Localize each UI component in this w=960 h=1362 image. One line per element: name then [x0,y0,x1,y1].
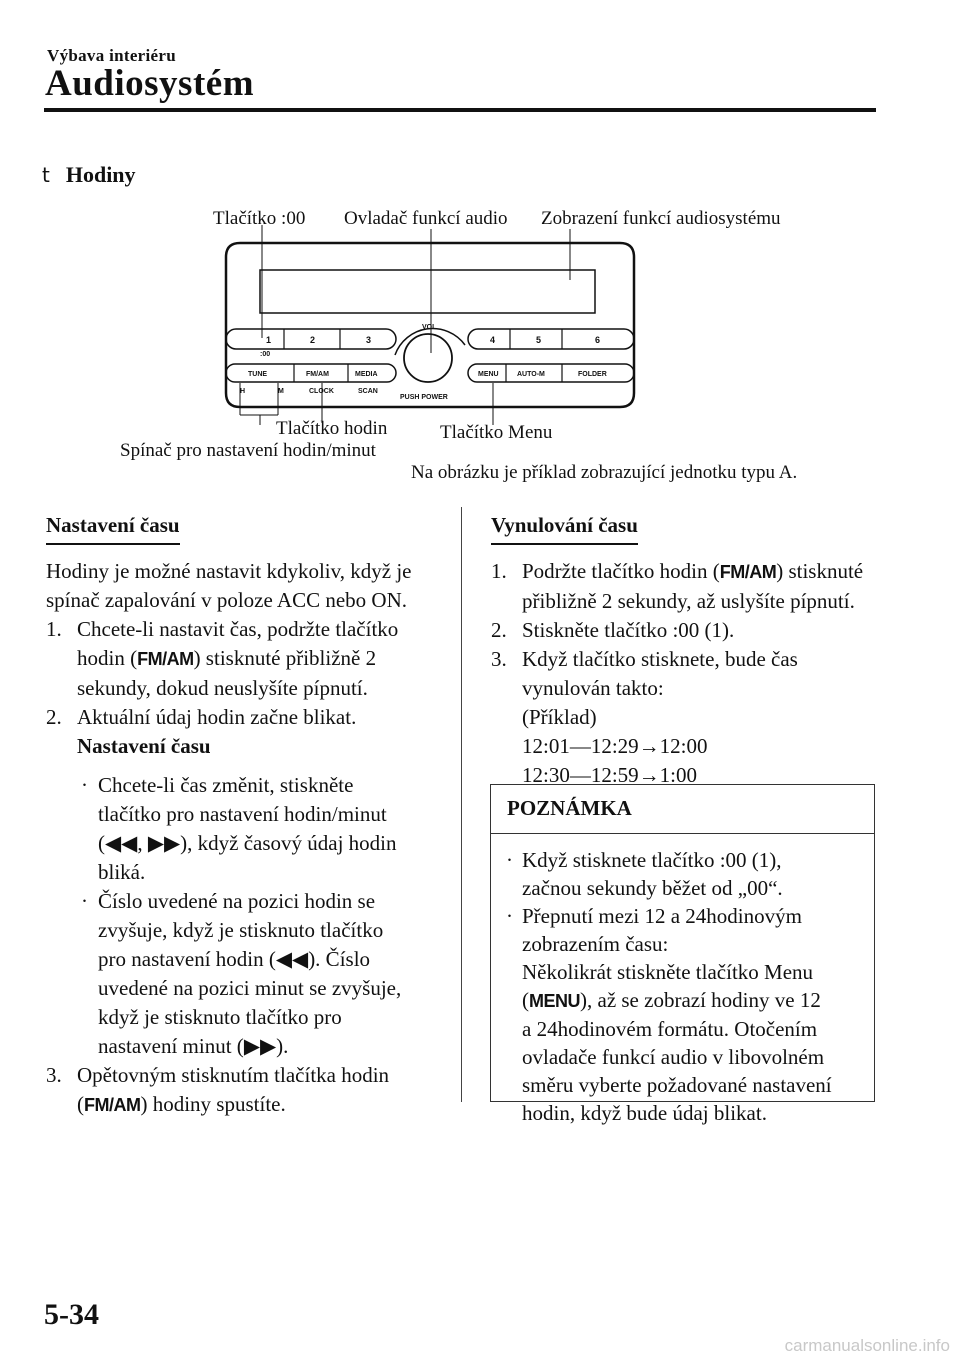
label-audio-control: Ovladač funkcí audio [344,208,508,229]
step-text: přibližně 2 sekundy, až uslyšíte pípnutí. [522,589,855,613]
prev-icon: ◀◀ [105,831,138,855]
step-text: Když tlačítko stisknete, bude čas [522,647,798,671]
step-text: Stiskněte tlačítko :00 (1). [522,618,735,642]
media-button: MEDIA [355,371,378,378]
preset-2: 2 [310,335,316,345]
intro-line: spínač zapalování v poloze ACC nebo ON. [46,588,407,612]
fm-am-inline: FM/AM [137,649,194,669]
heading-set-time: Nastavení času [46,511,180,545]
label-hm-switch: Spínač pro nastavení hodin/minut [120,440,376,461]
section-title: Hodiny [65,162,136,187]
note-box [490,784,875,1125]
chapter-title: Výbava interiéru [47,46,176,65]
tune-button: TUNE [248,371,268,378]
intro-line: Hodiny je možné nastavit kdykoliv, když je [46,559,412,583]
label-menu-button: Tlačítko Menu [440,422,553,443]
menu-inline: MENU [529,991,580,1011]
header-rule [44,108,876,112]
step-number: 3. [46,1063,62,1087]
step-text: vynulován takto: [522,676,664,700]
note-item: · Když stisknete tlačítko :00 (1), začnou sekundy běžet od „00“. [506,848,783,900]
step-number: 3. [491,647,507,671]
fm-am-button: FM/AM [306,371,329,378]
step-number: 2. [491,618,507,642]
h-label: H [240,388,246,395]
step-number: 2. [46,705,62,729]
label-clock-button: Tlačítko hodin [276,418,388,439]
step-text: sekundy, dokud neuslyšíte pípnutí. [77,676,368,700]
step-text: (Příklad) [522,705,597,729]
preset-1: 1 [266,335,272,345]
section-heading [42,162,136,188]
volume-knob [404,334,452,382]
right-column [491,511,891,790]
label-btn-00: Tlačítko :00 [213,208,306,229]
preset-4: 4 [490,335,496,345]
preset-3: 3 [366,335,372,345]
scan-label: SCAN [358,388,378,395]
page-title: Audiosystém [45,63,255,104]
left-column [46,511,446,1120]
step-text: Opětovným stisknutím tlačítka hodin [77,1063,390,1087]
fm-am-inline: FM/AM [719,562,777,582]
fm-am-inline: FM/AM [84,1095,141,1115]
figure-caption: Na obrázku je příklad zobrazující jednotku typu A. [411,462,798,483]
m-label: M [278,388,284,395]
auto-m-button: AUTO-M [517,371,545,378]
step-text: hodin (FM/AM) stisknuté přibližně 2 [77,646,377,670]
prev-icon: ◀◀ [275,947,309,971]
next-icon: ▶▶ [147,831,181,855]
step-number: 1. [46,617,62,641]
step-number: 1. [491,559,507,583]
clock-label: CLOCK [309,388,334,395]
heading-reset-time: Vynulování času [491,511,638,545]
note-title: POZNÁMKA [491,785,874,834]
time-example: 12:01—12:29→12:00 [522,734,708,758]
preset-5: 5 [536,335,542,345]
page-number: 5-34 [44,1298,99,1331]
push-power-label: PUSH POWER [400,394,448,401]
step-text: Podržte tlačítko hodin (FM/AM) stisknuté [522,559,864,583]
vol-label: VOL [422,324,437,331]
time-example: 12:30—12:59→1:00 [522,763,698,787]
step-text: (FM/AM) hodiny spustíte. [77,1092,286,1116]
preset-sub-00: :00 [260,351,271,358]
step-text: Aktuální údaj hodin začne blikat. [77,705,357,729]
bullet-item: · Číslo uvedené na pozici hodin se zvyšuje, když je stisknuto tlačítko pro nastavení hodin (◀◀). Číslo uvedené na pozici minut se zvyšuje, když je stisknuto tlačítko pro nastavení minut (▶▶). [81,889,402,1058]
note-item: · Přepnutí mezi 12 a 24hodinovým zobrazením času: Několikrát stiskněte tlačítko Menu (MENU), až se zobrazí hodiny ve 12 a 24hodinovém formátu. Otočením ovladače funkcí audio v libovolném směru vyberte požadované nastavení hodin, když bude údaj blikat. [506,904,832,1125]
step-text: Chcete-li nastavit čas, podržte tlačítko [77,617,399,641]
bullet-item: · Chcete-li čas změnit, stiskněte tlačítko pro nastavení hodin/minut (◀◀, ▶▶), když časový údaj hodin bliká. [81,773,397,884]
radio-panel-figure [210,225,650,425]
folder-button: FOLDER [578,371,607,378]
next-icon: ▶▶ [243,1034,277,1058]
footer-watermark: carmanualsonline.info [784,1336,950,1355]
label-display: Zobrazení funkcí audiosystému [541,208,781,229]
subheading: Nastavení času [77,734,211,758]
preset-6: 6 [595,335,601,345]
column-divider [461,507,462,1102]
menu-button: MENU [478,371,499,378]
section-bullet: t [42,163,50,187]
